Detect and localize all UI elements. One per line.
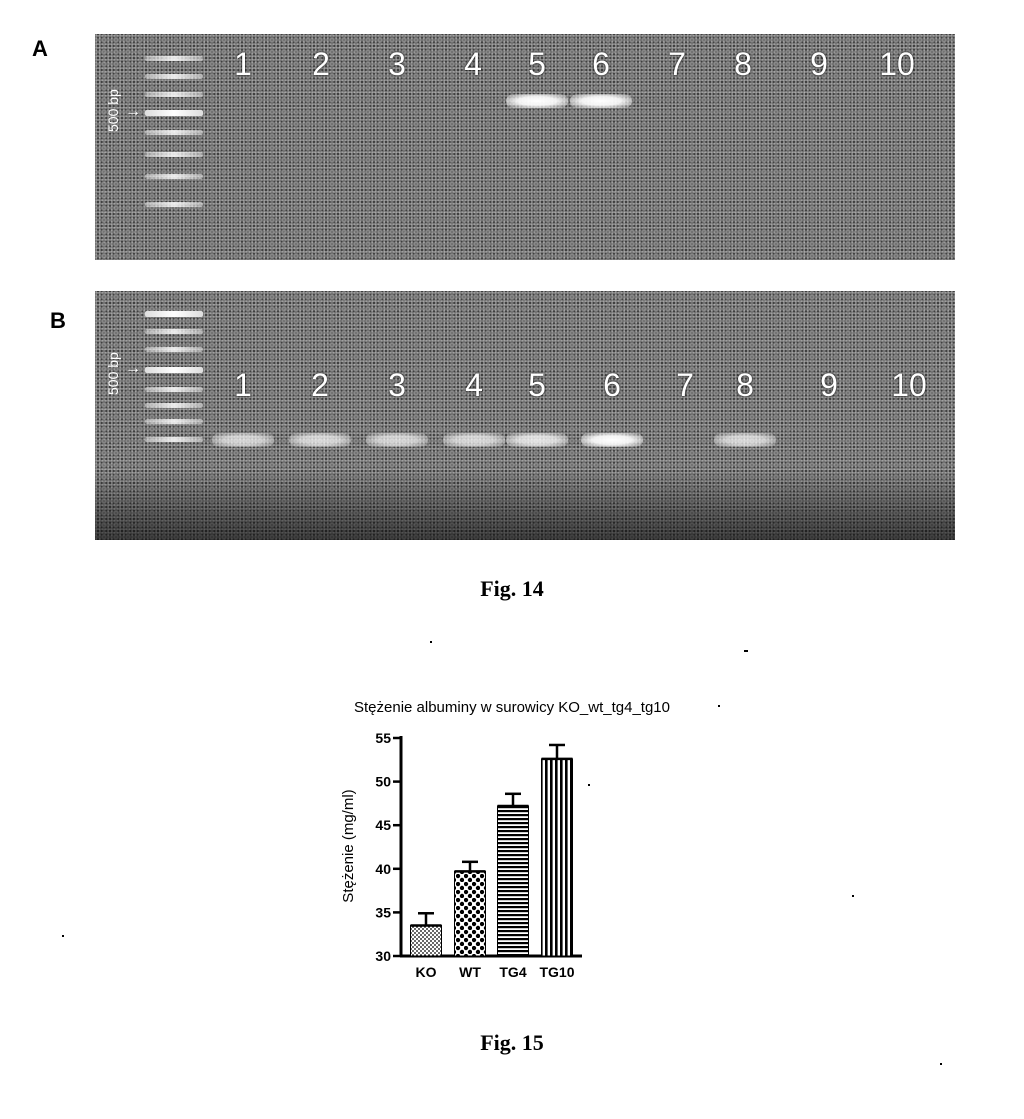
bar-ko xyxy=(411,925,442,956)
scan-speck xyxy=(744,650,748,652)
category-label-wt: WT xyxy=(459,964,481,980)
lane-number-4: 4 xyxy=(465,367,483,403)
pcr-band-lane-6 xyxy=(581,433,643,447)
pcr-band-lane-8 xyxy=(714,433,776,447)
lane-number-1: 1 xyxy=(234,46,252,82)
lane-number-5: 5 xyxy=(528,367,546,403)
lane-number-8: 8 xyxy=(736,367,754,403)
chart-title: Stężenie albuminy w surowicy KO_wt_tg4_tg10 xyxy=(354,699,670,716)
lane-number-7: 7 xyxy=(676,367,694,403)
y-tick-label-35: 35 xyxy=(375,904,391,921)
lane-number-7: 7 xyxy=(668,46,686,82)
pcr-band-lane-3 xyxy=(366,433,428,447)
lane-number-3: 3 xyxy=(388,367,406,403)
pcr-band-lane-6 xyxy=(570,94,632,108)
bar-tg4 xyxy=(498,806,529,956)
figure-15-caption: Fig. 15 xyxy=(480,1030,544,1055)
marker-label-panel-b: 500 bp xyxy=(105,352,121,395)
lane-number-10: 10 xyxy=(891,367,927,403)
y-tick-label-40: 40 xyxy=(375,860,391,877)
pcr-band-lane-5 xyxy=(506,433,568,447)
category-label-tg10: TG10 xyxy=(539,964,575,980)
lane-number-5: 5 xyxy=(528,46,546,82)
lane-number-2: 2 xyxy=(311,367,329,403)
lane-number-3: 3 xyxy=(388,46,406,82)
scan-speck xyxy=(430,641,432,643)
lane-number-6: 6 xyxy=(592,46,610,82)
scan-speck xyxy=(940,1063,942,1065)
bar-wt xyxy=(455,871,486,956)
lane-number-6: 6 xyxy=(603,367,621,403)
lane-number-9: 9 xyxy=(810,46,828,82)
lane-number-1: 1 xyxy=(234,367,252,403)
lane-number-8: 8 xyxy=(734,46,752,82)
gel-image-panel-a xyxy=(95,34,955,260)
y-tick-label-30: 30 xyxy=(375,948,391,964)
pcr-band-lane-4 xyxy=(443,433,505,447)
lane-number-9: 9 xyxy=(820,367,838,403)
lane-number-4: 4 xyxy=(464,46,482,82)
dna-ladder-panel-a xyxy=(145,34,203,260)
category-label-tg4: TG4 xyxy=(499,964,527,980)
pcr-band-lane-5 xyxy=(506,94,568,108)
panel-b-letter: B xyxy=(50,308,66,333)
y-tick-label-45: 45 xyxy=(375,817,391,834)
bar-tg10 xyxy=(542,759,573,956)
marker-arrow-panel-b: → xyxy=(125,360,141,377)
y-tick-label-55: 55 xyxy=(375,730,391,746)
marker-arrow-panel-a: → xyxy=(125,103,141,120)
lane-number-10: 10 xyxy=(879,46,915,82)
gel-image-panel-b xyxy=(95,291,955,540)
category-label-ko: KO xyxy=(415,964,437,980)
y-tick-label-50: 50 xyxy=(375,773,391,790)
lane-number-2: 2 xyxy=(312,46,330,82)
pcr-band-lane-2 xyxy=(289,433,351,447)
panel-a-letter: A xyxy=(32,36,48,61)
marker-label-panel-a: 500 bp xyxy=(105,89,121,132)
albumin-bar-chart xyxy=(0,690,1024,1020)
pcr-band-lane-1 xyxy=(212,433,274,447)
figure-14-caption: Fig. 14 xyxy=(480,576,544,601)
y-axis-label: Stężenie (mg/ml) xyxy=(340,789,357,903)
